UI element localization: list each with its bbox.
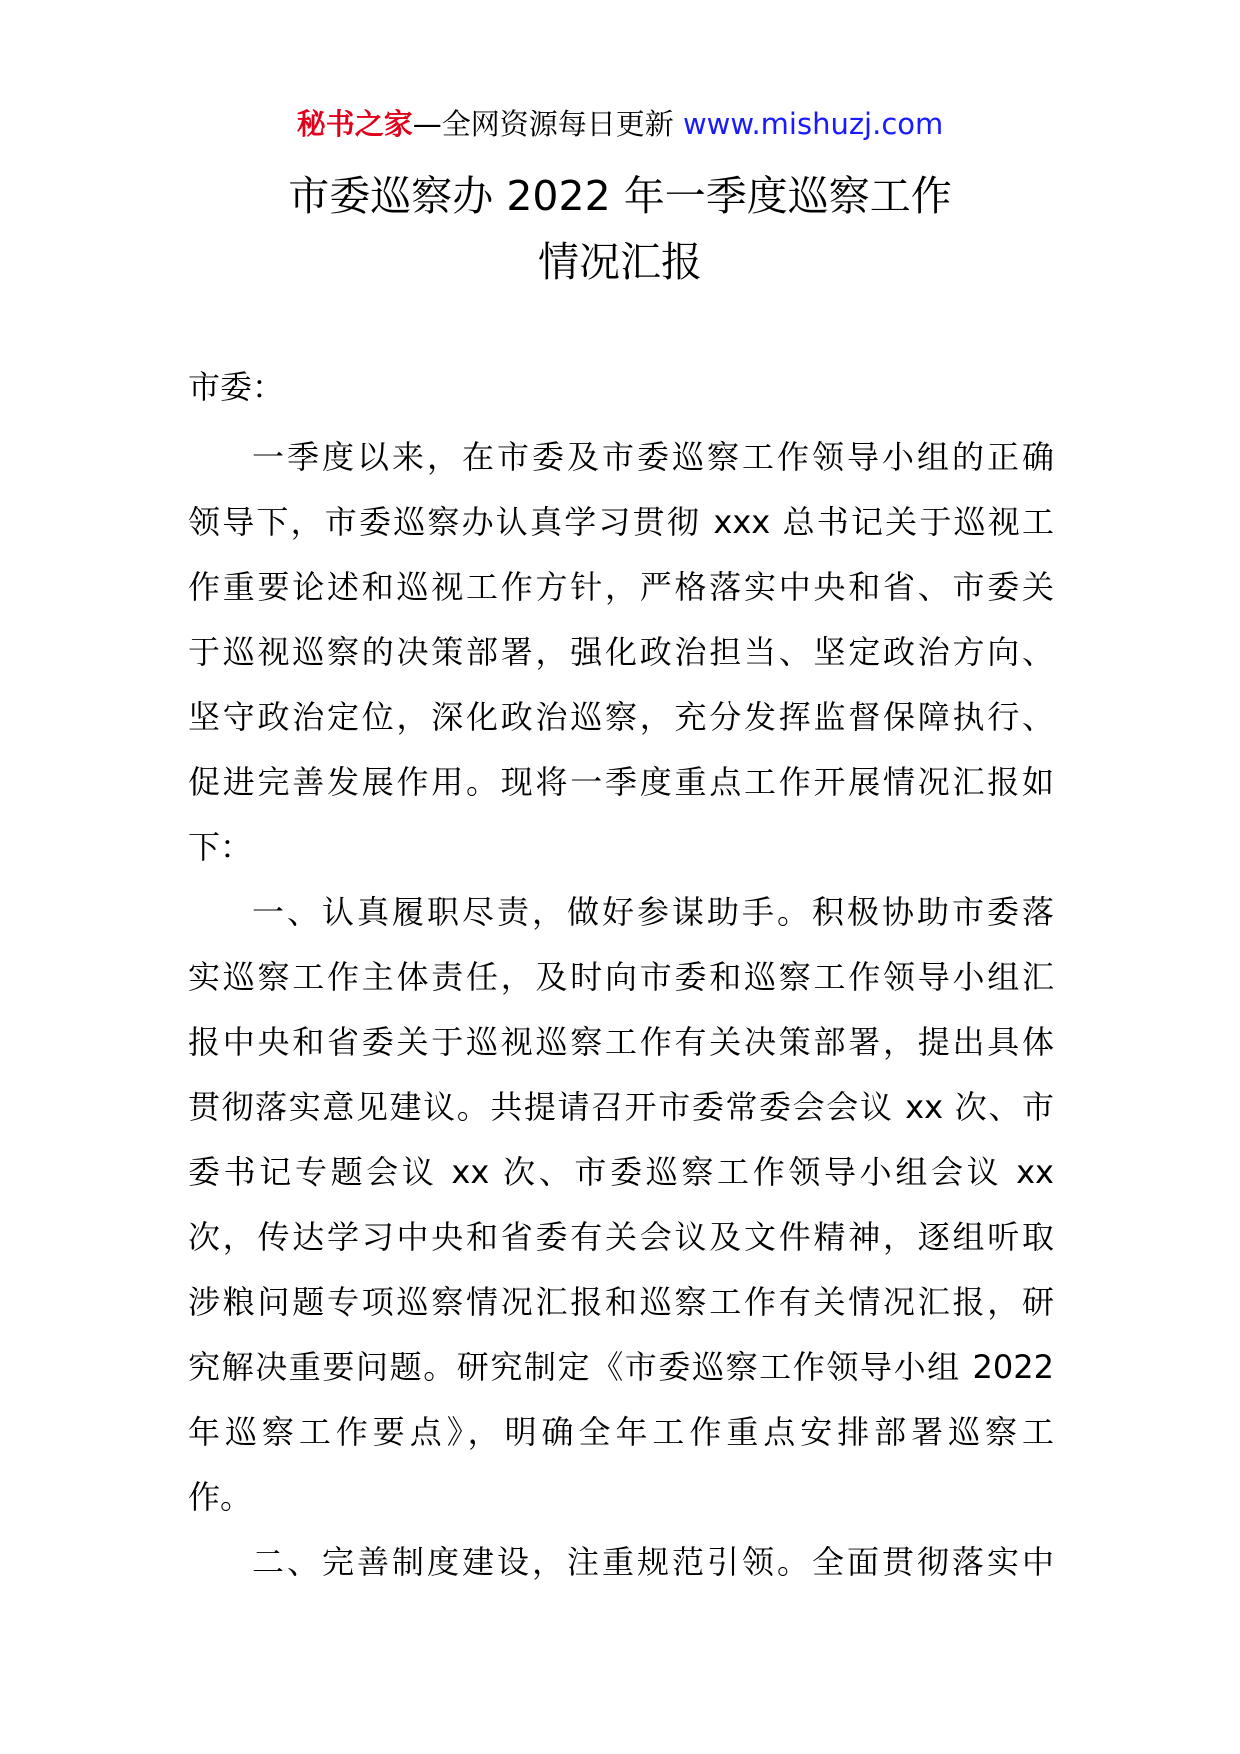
paragraph-line: 实巡察工作主体责任，及时向市委和巡察工作领导小组汇 [188,958,1054,996]
paragraph-line: 年巡察工作要点》，明确全年工作重点安排部署巡察工 [188,1413,1054,1451]
paragraph-line: 一季度以来，在市委及市委巡察工作领导小组的正确 [252,438,1054,476]
paragraph-line: 二、完善制度建设，注重规范引领。全面贯彻落实中 [252,1543,1054,1581]
paragraph-line: 一、认真履职尽责，做好参谋助手。积极协助市委落 [252,893,1054,931]
paragraph-line: 究解决重要问题。研究制定《市委巡察工作领导小组 2022 [188,1348,1054,1386]
paragraph-line: 下： [188,828,253,866]
paragraph-line: 作。 [188,1478,253,1516]
salutation: 市委： [188,368,285,406]
paragraph-line: 领导下，市委巡察办认真学习贯彻 xxx 总书记关于巡视工 [188,503,1054,541]
watermark-tagline: —全网资源每日更新 [412,107,683,141]
paragraph-line: 委书记专题会议 xx 次、市委巡察工作领导小组会议 xx [188,1153,1054,1191]
paragraph-section-2 [188,1530,1054,1595]
paragraph-line: 次，传达学习中央和省委有关会议及文件精神，逐组听取 [188,1218,1054,1256]
paragraph-line: 作重要论述和巡视工作方针，严格落实中央和省、市委关 [188,568,1054,606]
paragraph-intro [188,425,1054,880]
document-title-line-2: 情况汇报 [538,238,702,286]
paragraph-line: 于巡视巡察的决策部署，强化政治担当、坚定政治方向、 [188,633,1054,671]
watermark-banner [0,102,1240,146]
watermark-url[interactable]: www.mishuzj.com [682,107,944,141]
paragraph-line: 涉粮问题专项巡察情况汇报和巡察工作有关情况汇报，研 [188,1283,1054,1321]
paragraph-line: 报中央和省委关于巡视巡察工作有关决策部署，提出具体 [188,1023,1054,1061]
watermark-brand: 秘书之家 [296,107,413,141]
paragraph-line: 坚守政治定位，深化政治巡察，充分发挥监督保障执行、 [188,698,1054,736]
paragraph-line: 贯彻落实意见建议。共提请召开市委常委会会议 xx 次、市 [188,1088,1054,1126]
document-title-line-1: 市委巡察办 2022 年一季度巡察工作 [288,172,952,220]
paragraph-line: 促进完善发展作用。现将一季度重点工作开展情况汇报如 [188,763,1054,801]
paragraph-section-1 [188,880,1054,1530]
